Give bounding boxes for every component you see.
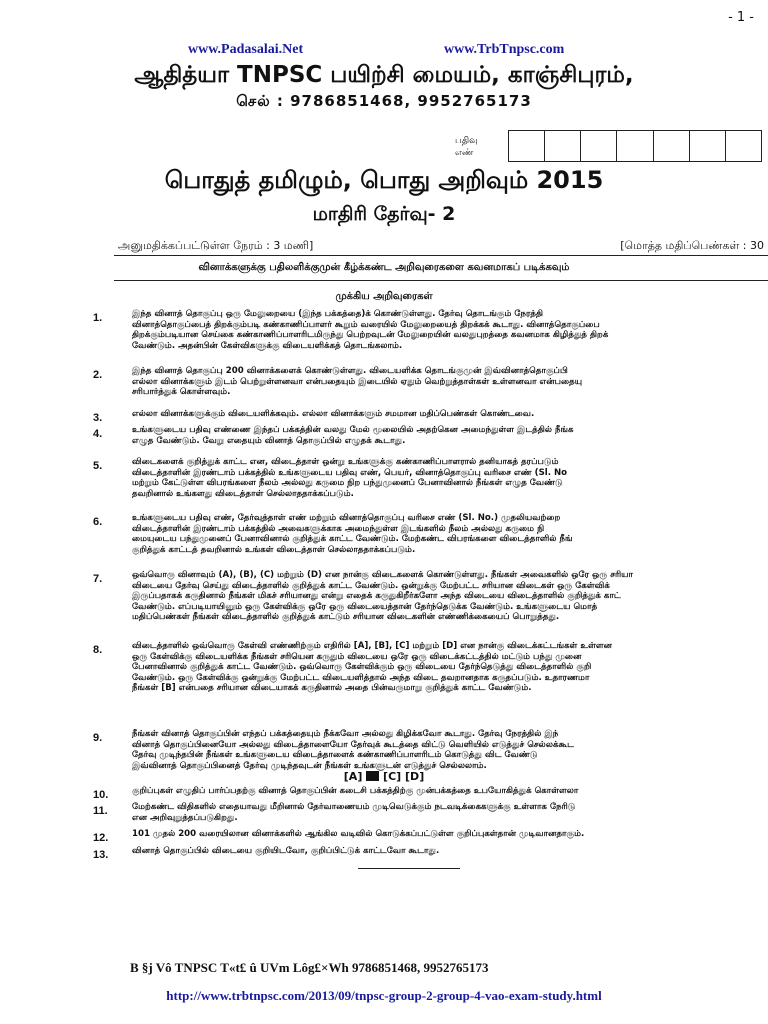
item-number: 8. [93,644,103,656]
header-link-padasalai[interactable]: www.Padasalai.Net [188,42,304,57]
instruction-text: நீங்கள் வினாத் தொகுப்பின் எந்தப் பக்கத்தையும் நீக்கவோ அல்லது கிழிக்கவோ கூடாது. தேர்வு நேரத்தில் இந் வினாத் தொகுப்பினையோ அல்லது விடைத்தாளையோ தேர்வுக் கூடத்தை விட்டு வெளியில் எடுத்துச் செல்லக்கூட தேர்வு முடிந்தபின் நீங்கள் உங்களுடைய விடைத்தாளைக் கண்காணிப்பாளரிடம் கொடுத்து விட வேண்டு இவ்வினாத் தொகுப்பினைத் தேர்வு முடிந்தவுடன் நீங்கள் உங்களுடன் எடுத்துச் செல்லலாம். [132,729,574,771]
instruction-text: மேற்கண்ட விதிகளில் எதையாவது மீறினால் தேர்வாணையம் முடிவெடுக்கும் நடவடிக்கைகளுக்கு உள்ளாக நேரிடு என அறிவுறுத்தப்படுகிறது. [132,802,576,823]
instructions-title: முக்கிய அறிவுரைகள் [335,291,433,302]
item-number: 12. [93,832,109,844]
item-number: 10. [93,789,109,801]
instruction-text: விடைத்தாளில் ஒவ்வொரு கேள்வி எண்ணிற்கும் எதிரில் [A], [B], [C] மற்றும் [D] என நான்கு விடைக்கட்டங்கள் உள்ளன ஒரு கேள்விக்கு விடையளிக்க நீங்கள் சரியென கருதும் விடையை ஒரே ஒரு விடைக்கட்டத்தில் மட்டும் பந்து முனை பேனாவினால் குறித்துக் காட்ட வேண்டும். ஒவ்வொரு கேள்விக்கும் ஒரு விடையை தேர்ந்தெடுத்து விடைத்தாளில் குறி வேண்டும். ஒரு கேள்விக்கு ஒன்றுக்கு மேற்பட்ட விடையளித்தால் அந்த விடை தவறானதாக கருதப்படும். உதாரணமா நீங்கள் [B] என்பதை சரியான விடையாகக் கருதினால் அதை பின்வருமாறு குறித்துக் காட்ட வேண்டும். [132,641,612,694]
answer-example [0,770,768,783]
read-instructions-line: வினாக்களுக்கு பதிலளிக்குமுன் கீழ்க்கண்ட அறிவுரைகளை கவனமாகப் படிக்கவும் [198,262,570,273]
instruction-text: உங்களுடைய பதிவு எண், தேர்வுத்தாள் எண் மற்றும் வினாத்தொகுப்பு வரிசை எண் (Sl. No.) முதலியவற்றை விடைத்தாளின் இரண்டாம் பக்கத்தில் அவைகளுக்காக அமைந்துள்ள இடங்களில் நீலம் அல்லது கருமை நி மையுடைய பந்துமுனைப் பேனாவினால் குறித்துக் காட்ட வேண்டும். மேற்கண்ட விபரங்களை விடைத்தாளில் நீங் குறித்துக் காட்டத் தவறினால் உங்கள் விடைத்தாள் செல்லாததாக்கப்படும். [132,513,573,555]
item-number: 6. [93,516,103,528]
instruction-text: இந்த வினாத் தொகுப்பு ஒரு மேலுறையை (இந்த பக்கத்தை)க் கொண்டுள்ளது. தேர்வு தொடங்கும் நேரத்தி வினாத்தொகுப்பைத் திறக்கும்படி கண்காணிப்பாளர் கூறும் வரையில் மேலுறையைத் திறக்கக் கூடாது. வினாத்தொகுப்பை திறக்கும்படியான செய்கை கண்காணிப்பாளரிடமிருந்து பெற்றவுடன் மேலுறையின் வலதுபுறத்தை கவனமாக கிழித்துத் திறக் வேண்டும். அதன்பின் கேள்விகளுக்கு விடையளிக்கத் தொடங்கலாம். [132,309,609,351]
instruction-text: ஒவ்வொரு வினாவும் (A), (B), (C) மற்றும் (D) என நான்கு விடைகளைக் கொண்டுள்ளது. நீங்கள் அவைகளில் ஒரே ஒரு சரியா விடையை தேர்வு செய்து விடைத்தாளில் குறித்துக் காட்ட வேண்டும். ஒன்றுக்கு மேற்பட்ட சரியான விடைகள் ஒரு கேள்விக் இருப்பதாகக் கருதினால் நீங்கள் மிகச் சரியானது என்று எதைக் கருதுகிறீர்களோ அந்த விடையை விடைத்தாளில் குறித்துக் காட் வேண்டும். எப்படியாயினும் ஒரு கேள்விக்கு ஒரே ஒரு விடையைத்தான் தேர்ந்தெடுக்க வேண்டும். உங்களுடைய மொத் மதிப்பெண்கள் நீங்கள் விடைத்தாளில் குறித்துக் காட்டும் சரியான விடைகளின் எண்ணிக்கையைப் பொறுத்தது. [132,570,633,623]
option-d: [D] [405,770,425,783]
item-number: 7. [93,573,103,585]
instruction-text: விடைகளைக் குறித்துக் காட்ட என, விடைத்தாள் ஒன்று உங்களுக்கு கண்காணிப்பாளரால் தனியாகத் தரப்படும் விடைத்தாளின் இரண்டாம் பக்கத்தில் உங்களுடைய பதிவு எண், பெயர், வினாத்தொகுப்பு வரிசை எண் (Sl. No மற்றும் கேட்டுள்ள விபரங்களை நீலம் அல்லது கருமை நிற பந்துமுனைப் பேனாவினால் நீங்கள் எழுத வேண்டு தவறினால் உங்களது விடைத்தாள் செல்லாததாக்கப்படும். [132,457,568,499]
filled-option-b [366,771,379,781]
phone-numbers: செல் : 9786851468, 9952765173 [236,92,532,110]
page-number: - 1 - [728,10,754,25]
item-number: 13. [93,849,109,861]
header-link-trbtnpsc[interactable]: www.TrbTnpsc.com [444,42,565,57]
divider-bottom [114,280,768,281]
register-label-1: பதிவு [455,136,478,146]
instruction-text: எல்லா வினாக்களுக்கும் விடையளிக்கவும். எல்லா வினாக்களும் சமமான மதிப்பெண்கள் கொண்டவை. [132,409,535,419]
instruction-text: 101 முதல் 200 வரையிலான வினாக்களில் ஆங்கில வடிவில் கொடுக்கப்பட்டுள்ள குறிப்புகள்தான் முடிவானதாகும். [132,829,585,839]
item-number: 11. [93,805,108,817]
instruction-text: இந்த வினாத் தொகுப்பு 200 வினாக்களைக் கொண்டுள்ளது. விடையளிக்க தொடங்குமுன் இவ்வினாத்தொகுப்பி எல்லா வினாக்களும் இடம் பெற்றுள்ளனவா என்பதையும் இடையில் ஏதும் வெற்றுத்தாள்கள் உள்ளனவா என்பதையு சரிபார்த்துக் கொள்ளவும். [132,366,583,398]
instruction-text: குறிப்புகள் எழுதிப் பார்ப்பதற்கு வினாத் தொகுப்பின் கடைசி பக்கத்திற்கு முன்பக்கத்தை உபயோகித்துக் கொள்ளலா [132,786,579,796]
footer-institute-text: B §j Vô TNPSC T«t£ û UVm Lôg£×Wh 9786851468, 9952765173 [130,960,489,975]
item-number: 2. [93,369,103,381]
divider-top [114,255,768,256]
item-number: 1. [93,312,103,324]
exam-subtitle: மாதிரி தேர்வு- 2 [312,203,456,225]
footer-link[interactable]: http://www.trbtnpsc.com/2013/09/tnpsc-group-2-group-4-vao-exam-study.html [166,988,602,1003]
total-marks: [மொத்த மதிப்பெண்கள் : 30 [620,239,764,252]
item-number: 9. [93,732,103,744]
item-number: 4. [93,428,103,440]
time-allowed: அனுமதிக்கப்பட்டுள்ள நேரம் : 3 மணி] [118,239,314,252]
exam-title: பொதுத் தமிழும், பொது அறிவும் 2015 [164,166,604,194]
instruction-text: வினாத் தொகுப்பில் விடையை குறியிடவோ, குறிப்பிட்டுக் காட்டவோ கூடாது. [132,846,440,856]
item-number: 5. [93,460,103,472]
end-divider [358,868,460,869]
institute-name: ஆதித்யா TNPSC பயிற்சி மையம், காஞ்சிபுரம், [134,62,634,88]
register-label-2: எண் [455,148,474,158]
option-c: [C] [383,770,402,783]
item-number: 3. [93,412,103,424]
instruction-text: உங்களுடைய பதிவு எண்ணை இந்தப் பக்கத்தின் வலது மேல் மூலையில் அதற்கென அமைந்துள்ள இடத்தில் நீங்க எழுத வேண்டும். வேறு எதையும் வினாத் தொகுப்பில் எழுதக் கூடாது. [132,425,574,446]
option-a: [A] [343,770,363,783]
register-number-boxes [508,130,762,162]
